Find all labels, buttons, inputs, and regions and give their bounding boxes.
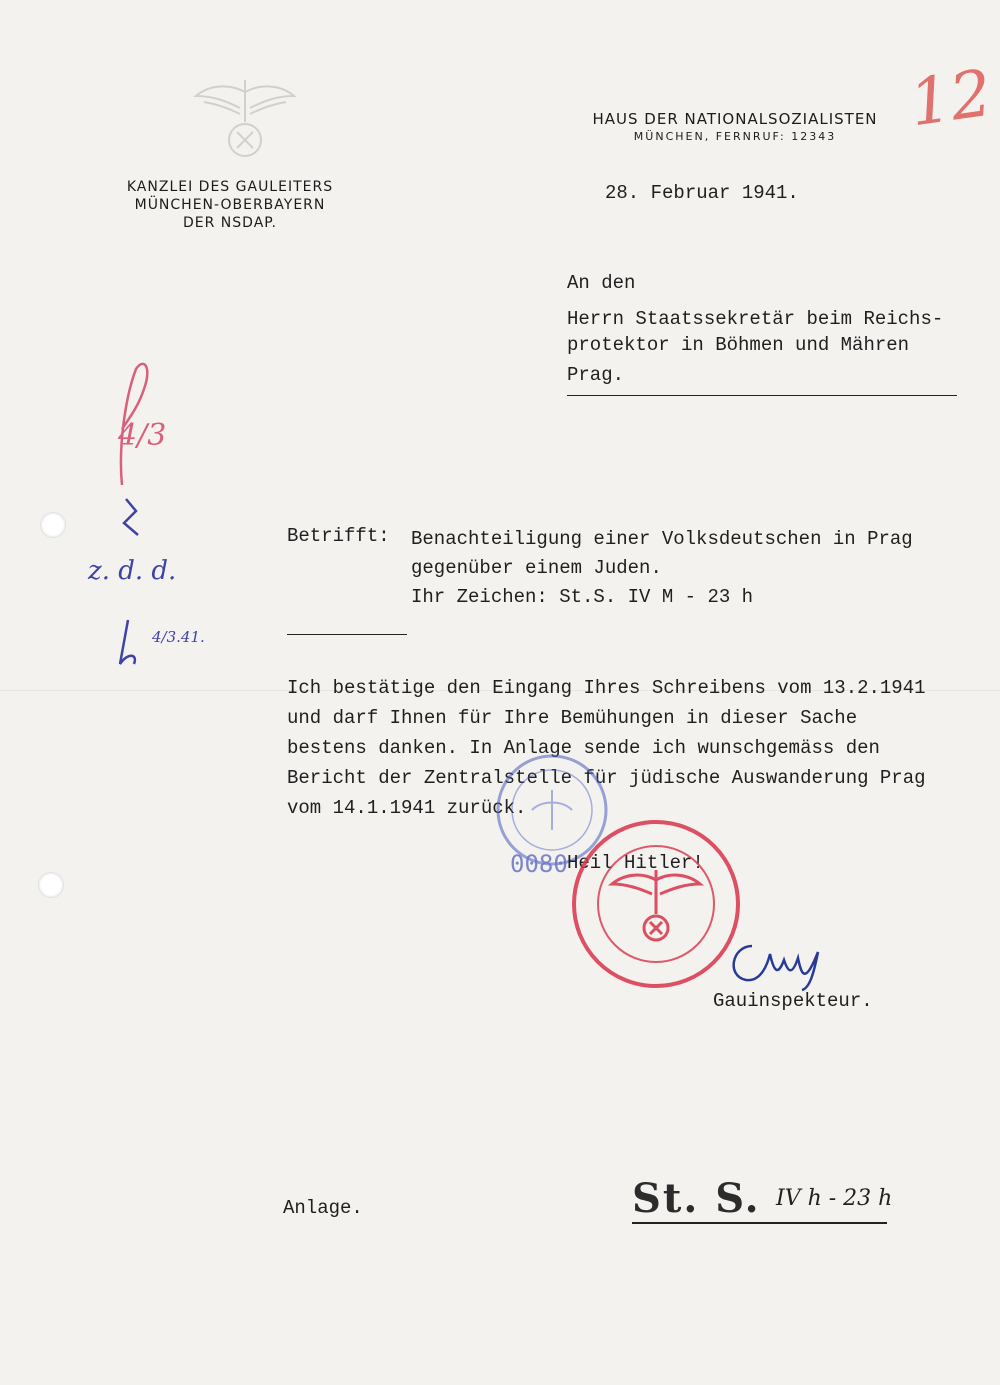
file-reference-printed: St. S.: [632, 1175, 761, 1222]
punch-hole-bottom: [38, 872, 64, 898]
signature-title: Gauinspekteur.: [713, 990, 873, 1012]
file-reference-underline: [632, 1222, 887, 1224]
red-party-stamp: [570, 818, 742, 990]
subject-block: [411, 525, 913, 612]
handwritten-signature: [722, 932, 832, 992]
closing-salutation: Heil Hitler!: [567, 852, 704, 874]
letterhead-department-line3: DER NSDAP.: [183, 215, 277, 231]
file-reference-handwritten: IV h - 23 h: [776, 1186, 893, 1211]
recipient-line1: An den: [567, 272, 636, 294]
punch-hole-top: [40, 512, 66, 538]
blue-handwritten-mark: [112, 495, 152, 555]
letterhead-department-line2: MÜNCHEN-OBERBAYERN: [134, 197, 326, 213]
letterhead-org-name: HAUS DER NATIONALSOZIALISTEN: [592, 110, 878, 128]
letterhead-phone: MÜNCHEN, FERNRUF: 12343: [633, 130, 837, 143]
recipient-line4: Prag.: [567, 364, 625, 386]
body-line5: vom 14.1.1941 zurück.: [287, 797, 527, 819]
letterhead-department: [80, 178, 380, 232]
blue-margin-date: 4/3.41.: [152, 628, 205, 646]
recipient-block: [567, 270, 943, 388]
subject-label: Betrifft:: [287, 525, 390, 547]
recipient-line3: protektor in Böhmen und Mähren: [567, 334, 910, 356]
blue-stamp-number: 0080: [510, 850, 568, 878]
letterhead-department-line1: KANZLEI DES GAULEITERS: [126, 179, 334, 195]
recipient-underline: [567, 395, 957, 396]
body-line1: Ich bestätige den Eingang Ihres Schreibens vom 13.2.1941: [287, 677, 926, 699]
enclosure-note: Anlage.: [283, 1197, 363, 1219]
subject-underline: [287, 634, 407, 635]
subject-line2: gegenüber einem Juden.: [411, 557, 662, 579]
blue-initial-mark: [112, 618, 146, 670]
blue-margin-note: z. d. d.: [88, 556, 177, 586]
embossed-eagle-emblem: [190, 62, 300, 182]
recipient-line2: Herrn Staatssekretär beim Reichs-: [567, 308, 944, 330]
subject-line3: Ihr Zeichen: St.S. IV M - 23 h: [411, 586, 754, 608]
letter-date: 28. Februar 1941.: [605, 182, 799, 204]
body-line2: und darf Ihnen für Ihre Bemühungen in dieser Sache: [287, 707, 858, 729]
red-margin-note: 4/3: [118, 418, 167, 453]
body-line4: Bericht der Zentralstelle für jüdische Auswanderung Prag: [287, 767, 926, 789]
handwritten-page-number: 12: [905, 56, 997, 142]
subject-line1: Benachteiligung einer Volksdeutschen in Prag: [411, 528, 913, 550]
body-line3: bestens danken. In Anlage sende ich wunschgemäss den: [287, 737, 880, 759]
